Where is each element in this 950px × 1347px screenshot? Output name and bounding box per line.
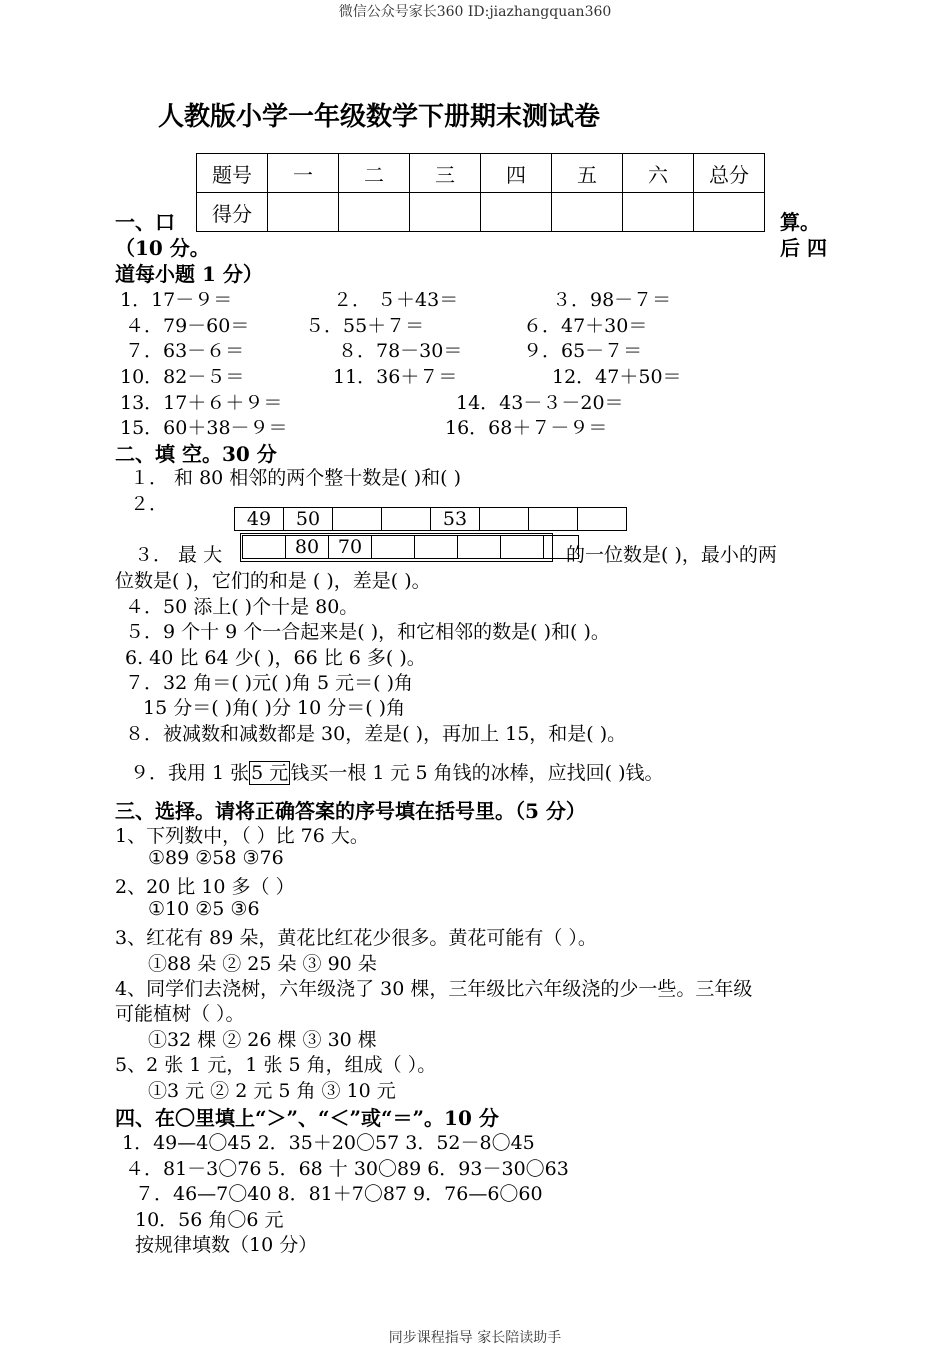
fill-question-8: ８．被减数和减数都是 30，差是( )，再加上 15，和是( )。 [125,723,627,745]
arith-item: 1．17－９＝ [120,289,233,311]
choice-options-3: ①88 朵 ② 25 朵 ③ 90 朵 [148,953,377,975]
arith-item: 13．17＋６＋９＝ [120,392,283,414]
score-table-score-row [197,193,765,232]
arith-item: ９．65－７＝ [523,340,643,362]
score-input-cell[interactable] [339,193,410,232]
score-table-header-row [197,154,765,193]
fill-question-7b: 15 分＝( )角( )分 10 分＝( )角 [143,697,406,719]
choice-options-5: ①3 元 ② 2 元 5 角 ③ 10 元 [148,1080,396,1102]
arith-item: ５．55＋７＝ [305,315,425,337]
compare-line-2: ４．81－3〇76 5．68 十 30〇89 6．93－30〇63 [125,1158,569,1180]
score-input-cell[interactable] [552,193,623,232]
grid-cell: 50 [284,508,333,531]
section2-heading: 二、填 空。30 分 [115,442,277,466]
section3-heading: 三、选择。请将正确答案的序号填在括号里。（5 分） [115,799,586,823]
score-table [196,153,765,232]
section1-heading-part4: 后 四 [780,236,827,260]
fill-question-9 [130,758,664,785]
arith-item: 14．43－３－20＝ [456,392,624,414]
fill-question-3-part3: 位数是( )，它们的和是 ( )，差是( )。 [115,570,431,592]
fill-question-9-part1: ９．我用 1 张 [130,762,250,784]
grid-cell: 70 [329,536,372,559]
choice-question-1: 1、下列数中，（ ）比 76 大。 [115,825,369,847]
number-grid-row1 [234,507,627,531]
arith-item: ８．78－30＝ [338,340,463,362]
arith-item: 12．47＋50＝ [552,366,682,388]
choice-question-2: 2、20 比 10 多（ ） [115,876,295,898]
five-yuan-box: 5 元 [251,762,289,784]
score-input-cell[interactable] [410,193,481,232]
section1-heading-part2: 算。 [780,210,820,234]
grid-cell[interactable] [458,536,501,559]
score-cell: 四 [481,154,552,193]
choice-options-2: ①10 ②5 ③6 [148,898,260,920]
arith-item: ６．47＋30＝ [523,315,648,337]
fill-question-9-part2: 钱买一根 1 元 5 角钱的冰棒，应找回( )钱。 [290,762,664,784]
section1-heading-part3: （10 分。 [115,236,210,260]
grid-cell: 53 [431,508,480,531]
grid-cell[interactable] [501,536,544,559]
arith-item: ２． ５＋43＝ [333,289,459,311]
fill-question-4: ４．50 添上( )个十是 80。 [125,596,359,618]
arith-item: ３．98－７＝ [552,289,672,311]
section4-heading: 四、在〇里填上“＞”、“＜”或“＝”。10 分 [115,1106,499,1130]
score-cell: 三 [410,154,481,193]
fill-question-3-part1: ３． 最 大 [134,544,223,566]
arith-item: 10．82－５＝ [120,366,245,388]
fill-question-5: ５．9 个十 9 个一合起来是( )，和它相邻的数是( )和( )。 [125,621,610,643]
fill-question-3-part2: 的一位数是( )，最小的两 [566,544,777,566]
choice-question-3: 3、红花有 89 朵，黄花比红花少很多。黄花可能有（ ）。 [115,927,597,949]
compare-line-4: 10．56 角〇6 元 [135,1209,284,1231]
arith-item: 11．36＋７＝ [333,366,458,388]
pattern-heading: 按规律填数（10 分） [135,1234,318,1256]
page-title: 人教版小学一年级数学下册期末测试卷 [158,102,601,132]
grid-cell[interactable] [480,508,529,531]
choice-question-5: 5、2 张 1 元，1 张 5 角，组成（ ）。 [115,1054,437,1076]
grid-cell: 80 [286,536,329,559]
number-grid-row2 [242,535,579,559]
grid-cell[interactable] [529,508,578,531]
fill-question-6: 6. 40 比 64 少( )，66 比 6 多( )。 [125,647,426,669]
score-cell: 六 [623,154,694,193]
grid-cell[interactable] [415,536,458,559]
score-cell: 一 [268,154,339,193]
grid-cell: 49 [235,508,284,531]
score-input-cell[interactable] [481,193,552,232]
grid-cell[interactable] [578,508,627,531]
score-cell: 五 [552,154,623,193]
choice-question-4-line2: 可能植树（ ）。 [115,1003,245,1025]
footer-text: 同步课程指导 家长陪读助手 [388,1330,562,1346]
section1-heading-part5: 道每小题 1 分） [115,262,263,286]
score-input-cell[interactable] [694,193,765,232]
header-watermark: 微信公众号家长360 ID:jiazhangquan360 [338,4,612,20]
arith-item: 15．60＋38－９＝ [120,417,288,439]
score-cell: 总分 [694,154,765,193]
grid-cell[interactable] [382,508,431,531]
arith-item: 16．68＋７－９＝ [445,417,608,439]
fill-question-7a: ７．32 角＝( )元( )角 5 元＝( )角 [125,672,413,694]
score-cell: 题号 [197,154,268,193]
choice-question-4-line1: 4、同学们去浇树，六年级浇了 30 棵，三年级比六年级浇的少一些。三年级 [115,978,753,1000]
choice-options-1: ①89 ②58 ③76 [148,847,284,869]
compare-line-1: 1．49—4〇45 2．35＋20〇57 3．52－8〇45 [122,1132,535,1154]
grid-cell[interactable] [333,508,382,531]
score-input-cell[interactable] [623,193,694,232]
grid-cell[interactable] [372,536,415,559]
fill-question-1: １． 和 80 相邻的两个整十数是( )和( ) [130,467,462,489]
arith-item: ７．63－６＝ [125,340,245,362]
compare-line-3: ７．46—7〇40 8．81＋7〇87 9．76—6〇60 [135,1183,543,1205]
section1-heading-part1: 一、口 [115,210,175,234]
fill-question-2-label: ２． [130,493,169,515]
score-cell: 二 [339,154,410,193]
grid-cell[interactable] [243,536,286,559]
choice-options-4: ①32 棵 ② 26 棵 ③ 30 棵 [148,1029,377,1051]
score-row-label: 得分 [197,193,268,232]
score-input-cell[interactable] [268,193,339,232]
arith-item: ４．79－60＝ [125,315,250,337]
